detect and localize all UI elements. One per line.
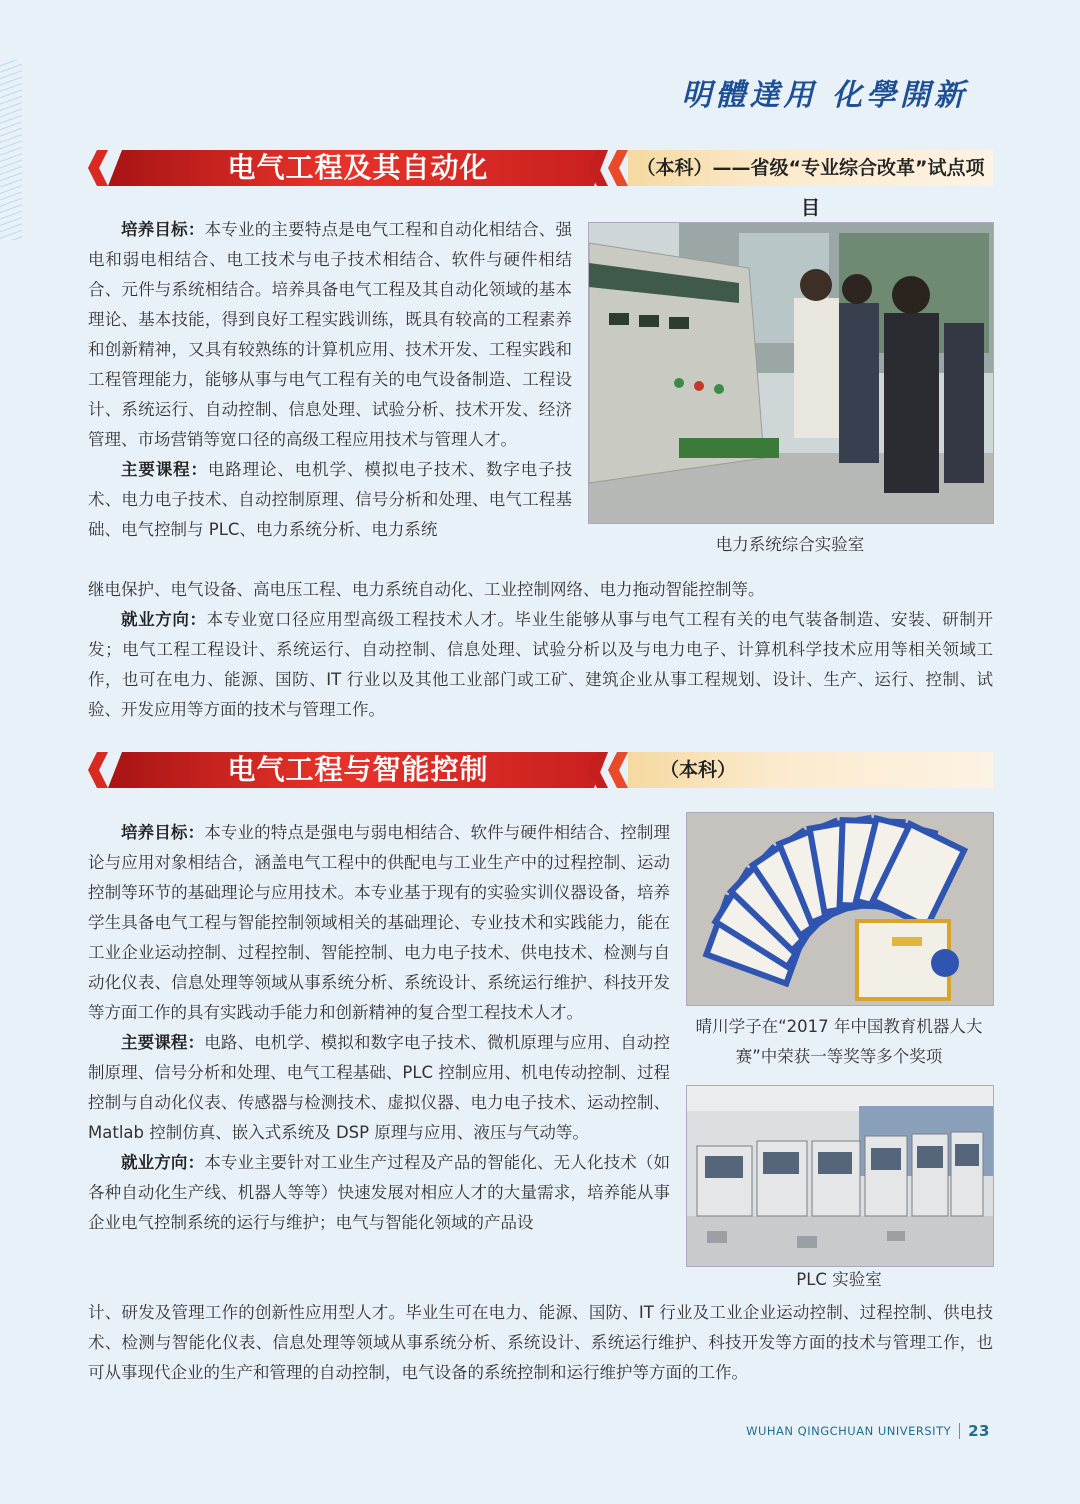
section2-goal-paragraph [88,818,670,1028]
school-motto: 明體達用 化學開新 [681,78,968,113]
section2-subtitle: （本科） [659,759,736,781]
page-footer [746,1422,990,1440]
award-certificates-photo [686,812,994,1006]
job-label: 就业方向： [121,610,207,629]
section1-goal-paragraph [88,215,572,455]
course-label: 主要课程： [121,1033,205,1052]
decorative-lines [0,60,22,240]
page-number: 23 [968,1422,990,1440]
plc-lab-photo [686,1085,994,1267]
banner-chevron-icon [608,150,628,186]
job-text: 本专业主要针对工业生产过程及产品的智能化、无人化技术（如各种自动化生产线、机器人等等）快速发展对相应人才的大量需求，培养能从事企业电气控制系统的运行与维护；电气与智能化领域的产品设 [88,1153,670,1232]
goal-text: 本专业的特点是强电与弱电相结合、软件与硬件相结合、控制理论与应用对象相结合，涵盖电气工程中的供配电与工业生产中的过程控制、运动控制等环节的基础理论与应用技术。本专业基于现有的实验实训仪器设备，培养学生具备电气工程与智能控制领域相关的基础理论、专业技术和实践能力，能在工业企业运动控制、过程控制、智能控制、电力电子技术、供电技术、检测与自动化仪表、信息处理等领域从事系统分析、系统设计、系统运行维护、科技开发等方面工作的具有实践动手能力和创新精神的复合型工程技术人才。 [88,823,670,1022]
banner-chevron-icon [88,752,108,788]
section2-course-paragraph [88,1028,670,1148]
goal-label: 培养目标： [121,823,205,842]
university-name: WUHAN QINGCHUAN UNIVERSITY [746,1424,952,1438]
section1-banner [88,148,993,219]
banner-chevron-icon [608,752,628,788]
award-caption: 晴川学子在“2017 年中国教育机器人大赛”中荣获一等奖等多个奖项 [695,1017,983,1066]
job-text: 本专业宽口径应用型高级工程技术人才。毕业生能够从事与电气工程有关的电气装备制造、安装、研制开发；电气工程工程设计、系统运行、自动控制、信息处理、试验分析以及与电力电子、计算机科学技术应用等相关领域工作，也可在电力、能源、国防、IT 行业以及其他工业部门或工矿、建筑企业从事工程规划、设计、生产、运行、控制、试验、开发应用等方面的技术与管理工作。 [88,610,994,719]
job-label: 就业方向： [121,1153,205,1172]
section2-banner [88,750,993,790]
course-tail: 继电保护、电气设备、高电压工程、电力系统自动化、工业控制网络、电力拖动智能控制等。 [88,580,765,599]
section1-text-column [88,215,572,545]
banner-chevron-icon [88,150,108,186]
section2-text-full [88,1298,993,1388]
course-label: 主要课程： [121,460,208,479]
course-text: 电路、电机学、模拟和数字电子技术、微机原理与应用、自动控制原理、信号分析和处理、电气工程基础、PLC 控制应用、机电传动控制、过程控制与自动化仪表、传感器与检测技术、虚拟仪器、电力电子技术、运动控制、Matlab 控制仿真、嵌入式系统及 DSP 原理与应用、液压与气动等。 [88,1033,670,1142]
section2-job-paragraph [88,1148,670,1238]
goal-text: 本专业的主要特点是电气工程和自动化相结合、强电和弱电相结合、电工技术与电子技术相结合、软件与硬件相结合、元件与系统相结合。培养具备电气工程及其自动化领域的基本理论、基本技能，得到良好工程实践训练，既具有较高的工程素养和创新精神，又具有较熟练的计算机应用、技术开发、工程实践和工程管理能力，能够从事与电气工程有关的电气设备制造、工程设计、系统运行、自动控制、信息处理、试验分析、技术开发、经济管理、市场营销等宽口径的高级工程应用技术与管理人才。 [88,220,573,449]
section1-title: 电气工程及其自动化 [227,151,489,184]
section1-subtitle: （本科）——省级“专业综合改革”试点项目 [636,157,985,219]
footer-divider [959,1423,960,1439]
section1-course-paragraph [88,455,572,545]
section1-text-full [88,575,993,725]
plc-caption: PLC 实验室 [796,1270,882,1289]
photo-caption: 电力系统综合实验室 [715,535,865,554]
course-text: 电路理论、电机学、模拟电子技术、数字电子技术、电力电子技术、自动控制原理、信号分析和处理、电气工程基础、电气控制与 PLC、电力系统分析、电力系统 [88,460,573,539]
section2-title: 电气工程与智能控制 [227,753,489,786]
goal-label: 培养目标： [121,220,205,239]
section2-text-column [88,818,670,1238]
section1-job-paragraph [88,605,993,725]
job-tail: 计、研发及管理工作的创新性应用型人才。毕业生可在电力、能源、国防、IT 行业及工业企业运动控制、过程控制、供电技术、检测与智能化仪表、信息处理等领域从事系统分析、系统设计、系统运行维护、科技开发等方面的技术与管理工作，也可从事现代企业的生产和管理的自动控制，电气设备的系统控制和运行维护等方面的工作。 [88,1303,993,1382]
lab-photo-power-system [588,222,994,524]
